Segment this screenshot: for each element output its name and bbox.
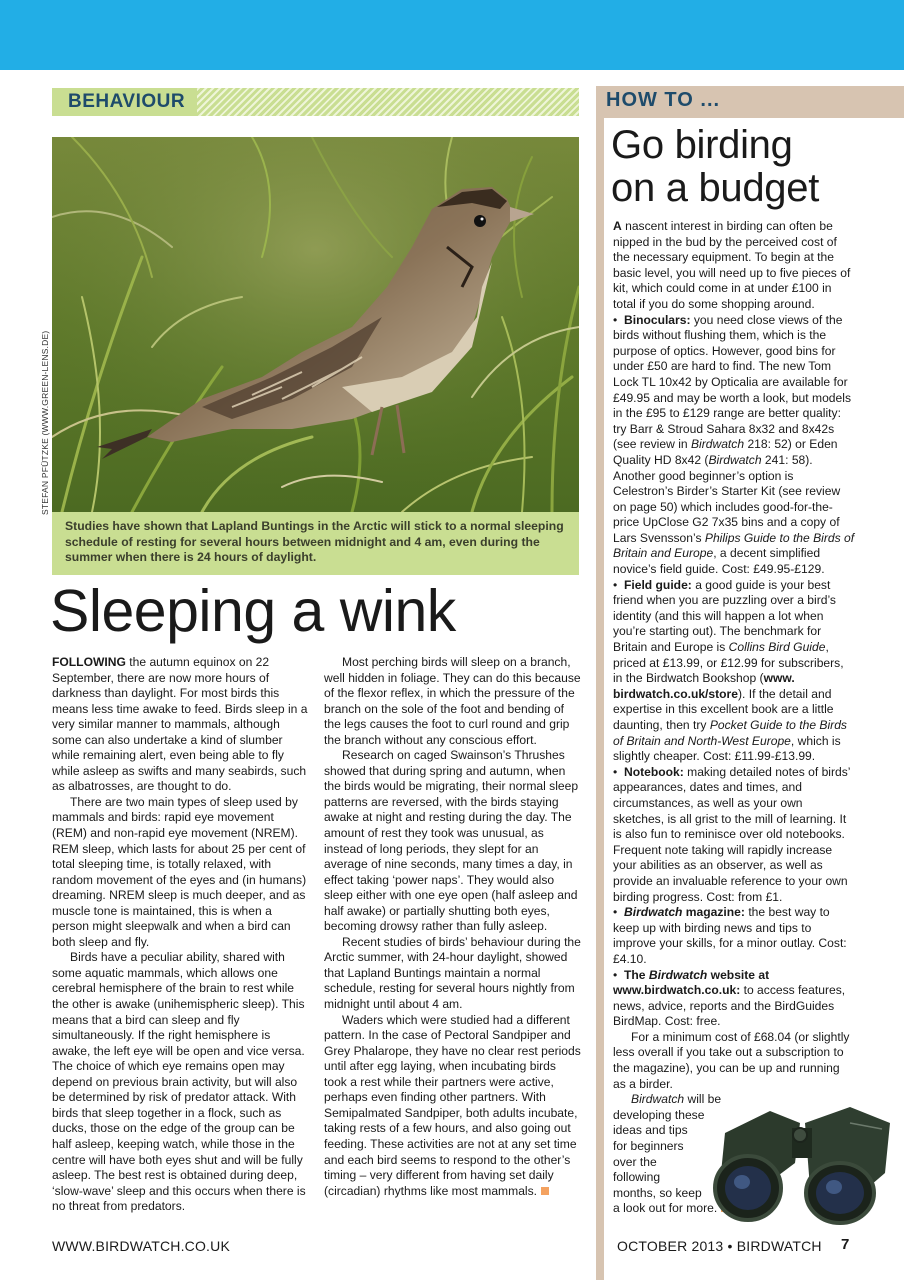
closing-line: for beginners xyxy=(613,1139,684,1154)
paragraph xyxy=(52,655,310,795)
photo-caption: Studies have shown that Lapland Buntings in the Arctic will stick to a normal sleeping schedule of resting for several hours between midnight and 4 am, even during the summer when there is 24 hours of daylight. xyxy=(52,512,579,575)
top-color-band xyxy=(0,0,904,70)
howto-side-rule xyxy=(596,118,604,1280)
magazine-ref: Birdwatch xyxy=(631,1092,685,1107)
magazine-ref: Birdwatch xyxy=(648,967,708,982)
howto-title-line: Go birding xyxy=(611,123,793,167)
bullet-heading-text: The xyxy=(623,967,649,982)
closing-line: ideas and tips xyxy=(613,1123,688,1138)
paragraph: For a minimum cost of £68.04 (or slightly less overall if you take out a subscription to the magazine), you can be up and running as a birder. xyxy=(613,1029,850,1091)
paragraph-text: nascent interest in birding can often be nipped in the bud by the perceived cost of the necessary equipment. To begin at the basic level, you will need up to five pieces of kit, which could come in at under £100 in total if you do some shopping around. xyxy=(613,219,851,311)
lead-word: FOLLOWING xyxy=(52,655,126,669)
binoculars-image xyxy=(700,1093,900,1225)
bullet-heading: Notebook: xyxy=(623,764,684,779)
closing-line: over the xyxy=(613,1154,657,1169)
paragraph-text: making detailed notes of birds’ appearances, dates and times, and circumstances, as well as your own sketches, is all grist to the mill of learning. It is also fun to reminisce over old notebooks. Frequent note taking will rapidly increase your abilities as an observer, as well as provide an invaluable reference to your own birding progress. Cost: from £1. xyxy=(613,764,851,904)
howto-header-bar xyxy=(596,86,904,118)
lead-word: A xyxy=(613,219,622,233)
page-number: 7 xyxy=(841,1236,850,1253)
lapland-bunting-illustration xyxy=(52,137,579,512)
magazine-ref: Birdwatch xyxy=(708,452,762,467)
bunting-photo xyxy=(52,137,579,512)
howto-body xyxy=(613,219,855,1217)
bullet-magazine: • Birdwatch magazine: the best way to keep up with birding news and tips to improve your skills, for a minor outlay. Cost: £4.10. xyxy=(613,905,847,966)
bullet-binoculars: • Binoculars: you need close views of the birds without flushing them, which is the purpose of optics. However, good bins for under £50 are hard to find. The new Tom Lock TL 10x42 by Opticalia are available for £49.95 and may be worth a look, but models in the £95 to £129 range are better quality: try Barr & Stroud Sahara 8x32 and 8x42s (see review in Birdwatch 218: 52) or Eden Quality HD 8x42 (Birdwatch 241: 58). Another good beginner’s option is Celestron’s Birder’s Starter Kit (see review on page 50) which includes good-for-the-price UpClose G2 7x35 bins and a copy of Lars Svensson’s Philips Guide to the Birds of Britain and Europe, a decent simplified novice’s field guide. Cost: £49.95-£129. xyxy=(613,312,855,577)
bullet-field-guide: • Field guide: a good guide is your best friend when you are puzzling over a bird’s identity (and this will happen a lot when you’re starting out). The benchmark for Britain and Europe is Collins Bird Guide, priced at £13.99, or £12.99 for subscribers, in the Birdwatch Bookshop (www. birdwatch.co.uk/store). If the detail and expertise in this excellent book are a little daunting, then try Pocket Guide to the Birds of Britain and North-West Europe, which is slightly cheaper. Cost: £11.99-£13.99. xyxy=(613,577,847,764)
paragraph-text: the autumn equinox on 22 September, there are now more hours of darkness than daylight. For most birds this means less time awake to feed. Birds sleep in a very similar manner to mammals, although some can also undertake a kind of slumber while remaining alert, even being able to fly while asleep as swifts and many seabirds, such as albatrosses, are thought to do. xyxy=(52,655,308,794)
photo-credit: STEFAN PFÜTZKE (WWW.GREEN-LENS.DE) xyxy=(40,330,50,515)
bullet-notebook: • Notebook: making detailed notes of birds’ appearances, dates and times, and circumstances, as well as your own sketches, is all grist to the mill of learning. It is also fun to reminisce over old notebooks. Frequent note taking will rapidly increase your abilities as an observer, as well as provide an invaluable reference to your own birding progress. Cost: from £1. xyxy=(613,764,851,904)
book-title: Collins Bird Guide xyxy=(728,640,826,655)
article-column-2 xyxy=(324,655,582,1199)
howto-title xyxy=(611,124,891,210)
magazine-ref: Birdwatch xyxy=(690,437,745,452)
howto-label: HOW TO ... xyxy=(606,89,721,111)
magazine-ref: Birdwatch xyxy=(623,905,683,920)
paragraph: Recent studies of birds’ behaviour during the Arctic summer, with 24-hour daylight, showed that Lapland Buntings maintain a normal schedule, resting for several hours nightly from midnight until about 4 am. xyxy=(324,934,581,1012)
footer-url: WWW.BIRDWATCH.CO.UK xyxy=(52,1238,231,1254)
book-title: Pocket Guide to the Birds of Britain and North-West Europe xyxy=(613,718,847,748)
end-mark-icon xyxy=(541,1187,549,1195)
article-headline: Sleeping a wink xyxy=(50,578,456,644)
closing-line: developing these xyxy=(613,1107,705,1122)
bullet-heading: Field guide: xyxy=(623,577,692,592)
bullet-website: • The Birdwatch website at www.birdwatch.co.uk: to access features, news, advice, reports and the BirdGuides BirdMap. Cost: free. xyxy=(613,967,846,1029)
paragraph: Research on caged Swainson’s Thrushes showed that during spring and autumn, when the birds would be migrating, their normal sleep patterns are reversed, with the birds staying awake at night and resting during the day. The amount of rest they took was unusual, as instead of long periods, they slept for an average of nine seconds, many times a day, in effect taking ‘power naps’. They would also sleep either with one eye open (half asleep and half awake) or partially shutting both eyes, becoming drowsy rather than fully asleep. xyxy=(324,748,579,934)
paragraph xyxy=(324,1013,582,1200)
closing-line: will be xyxy=(684,1092,722,1107)
website-link[interactable]: website at www.birdwatch.co.uk: xyxy=(613,967,770,998)
closing-line: months, so keep xyxy=(613,1185,702,1200)
book-title: Philips Guide to the Birds of Britain and Europe xyxy=(613,530,855,561)
howto-title-line: on a budget xyxy=(611,166,820,210)
paragraph-text: ). If the detail and expertise in this excellent book are a little daunting, then try xyxy=(613,686,834,732)
paragraph-text: the best way to keep up with birding news and tips to improve your skills, for a minor outlay. Cost: £4.10. xyxy=(613,905,847,966)
article-column-1 xyxy=(52,655,310,1215)
section-label: BEHAVIOUR xyxy=(52,88,197,116)
bullet-heading xyxy=(624,905,745,919)
bullet-heading: Binoculars: xyxy=(623,312,691,327)
bookshop-link[interactable]: www. birdwatch.co.uk/store xyxy=(613,671,795,701)
closing-line-text: a look out for more. xyxy=(613,1201,718,1216)
bullet-heading-text: magazine: xyxy=(682,905,745,920)
paragraph: There are two main types of sleep used by mammals and birds: rapid eye movement (REM) and non-rapid eye movement (NREM). REM sleep, which lasts for about 25 per cent of total sleeping time, is totally relaxed, with random movement of the eyes and (in humans) dreaming. NREM sleep is much deeper, and as muscle tone is maintained, this is when a person might sleepwalk and when a bird can both sleep and fly. xyxy=(52,794,307,949)
paragraph-text: , priced at £13.99, or £12.99 for subscribers, in the Birdwatch Bookshop ( xyxy=(613,640,844,686)
paragraph-text: , which is slightly cheaper. Cost: £11.99-£13.99. xyxy=(613,733,841,764)
paragraph-text: you need close views of the birds without flushing them, which is the purpose of optics. However, good bins for under £50 are hard to find. The new Tom Lock TL 10x42 by Opticalia are available for £49.95 and may be worth a look, but models in the £95 to £129 range are better quality: try Barr & Stroud Sahara 8x32 and 8x42s (see review in xyxy=(613,312,851,452)
paragraph-text: 218: 52) or Eden Quality HD 8x42 ( xyxy=(613,437,838,467)
paragraph-text: a good guide is your best friend when you are puzzling over a bird’s identity (and this will happen a lot when you’re starting out). The benchmark for Britain and Europe is xyxy=(613,577,836,655)
paragraph-text: 241: 58). Another good beginner’s option is Celestron’s Birder’s Starter Kit (see review on page 50) which includes good-for-the-price UpClose G2 7x35 bins and a copy of Lars Svensson’s xyxy=(613,452,841,545)
section-header-bar xyxy=(52,88,579,116)
paragraph-text: , a decent simplified novice’s field guide. Cost: £49.95-£129. xyxy=(613,546,825,577)
paragraph-text: Waders which were studied had a different pattern. In the case of Pectoral Sandpiper and Grey Phalarope, they have no clear rest periods until after egg laying, when incubating birds took a rest while their partners were active, perhaps even finding other partners. With Semipalmated Sandpiper, both adults incubate, taking rests of a few hours, and also going out feeding. These activities are not at any set time and each bird seems to respond to the other’s timing – very different from having set daily (circadian) rhythms like most mammals. xyxy=(324,1012,581,1198)
paragraph: Most perching birds will sleep on a branch, well hidden in foliage. They can do this because of the flexor reflex, in which the pressure of the branch on the sole of the foot and bending of the legs causes the foot to curl round and grip the branch without any conscious effort. xyxy=(324,655,581,747)
paragraph xyxy=(613,219,855,313)
closing-line: following xyxy=(613,1170,661,1185)
footer-issue: OCTOBER 2013 • BIRDWATCH xyxy=(617,1238,822,1254)
paragraph: Birds have a peculiar ability, shared with some aquatic mammals, which allows one cerebral hemisphere of the brain to rest while the other is awake (unihemispheric sleep). This means that a bird can sleep and fly simultaneously. If the right hemisphere is awake, the left eye will be open and vice versa. The choice of which eye remains open may depend on previous brain activity, but will also be determined by risk of predator attack. With birds that sleep together in a flock, such as ducks, those on the edge of the group can be half asleep, keeping watch, while those in the centre will have both eyes shut and will be fully asleep. The best rest is obtained during deep, ‘slow-wave’ sleep and this occurs when there is no threat from predators. xyxy=(52,950,306,1214)
paragraph-text: to access features, news, advice, reports and the BirdGuides BirdMap. Cost: free. xyxy=(613,983,846,1029)
